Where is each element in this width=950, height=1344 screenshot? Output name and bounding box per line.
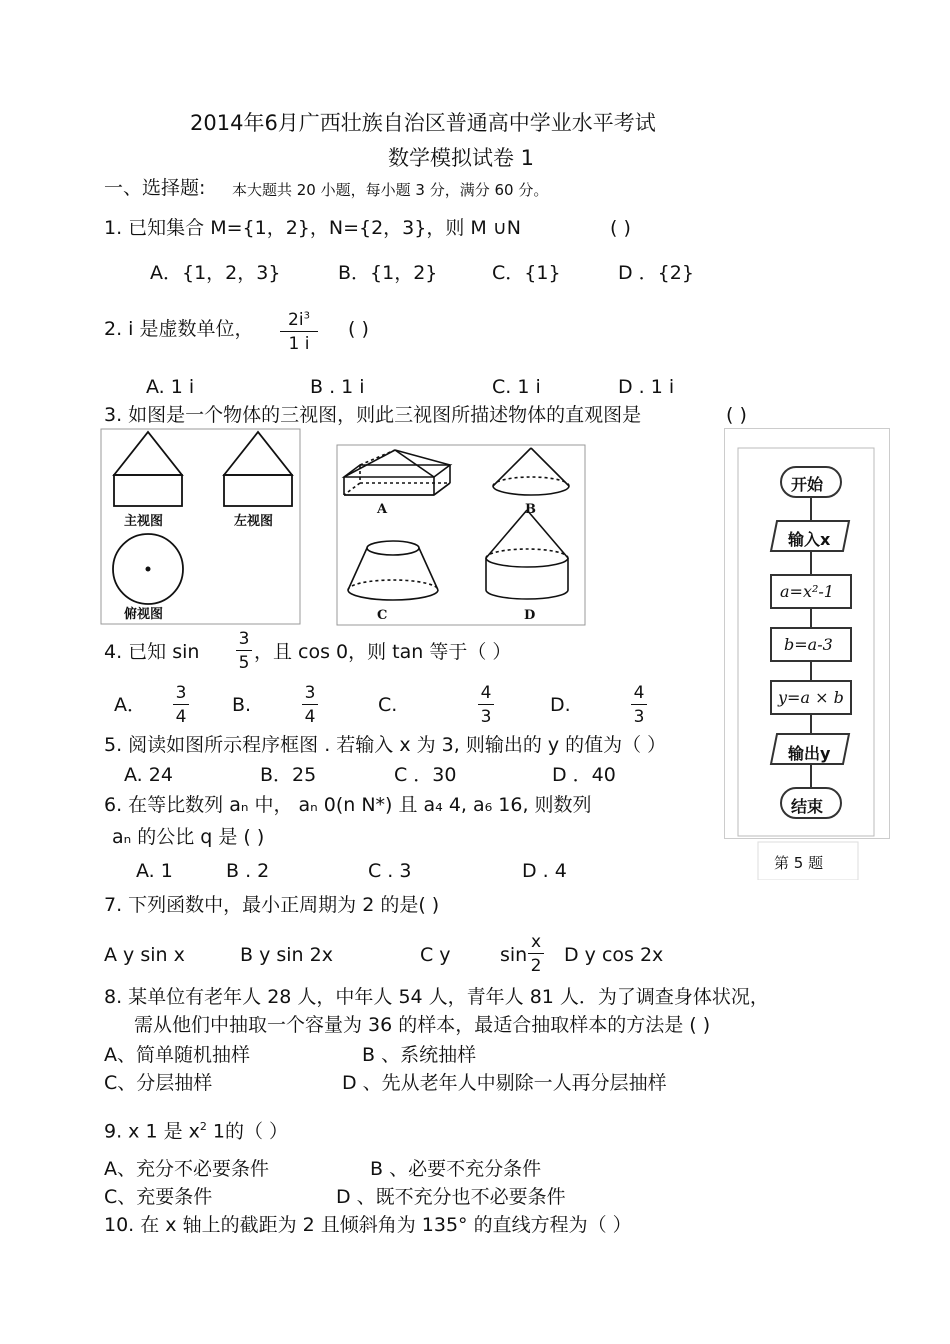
q9-stem xyxy=(104,1116,288,1142)
q7-stem: 7. 下列函数中，最小正周期为 2 的是( ) xyxy=(104,894,440,916)
q8-option-d: D 、先从老年人中剔除一人再分层抽样 xyxy=(342,1072,667,1094)
q4-stem-pre: 4. 已知 sin xyxy=(104,641,200,663)
q1-stem: 1. 已知集合 M={1，2}，N={2，3}，则 M ∪N xyxy=(104,217,521,239)
front-view-label: 主视图 xyxy=(124,514,164,529)
q9-sup: 2 xyxy=(199,1120,207,1133)
side-view-label: 左视图 xyxy=(234,514,274,529)
top-view-label: 俯视图 xyxy=(124,607,164,622)
q6-option-b: B . 2 xyxy=(226,860,270,882)
q4-b-num: 3 xyxy=(304,683,316,703)
q7-option-c-fraction xyxy=(528,933,544,975)
q6-stem2: aₙ 的公比 q 是 ( ) xyxy=(112,826,265,848)
flowchart-caption: 第 5 题 xyxy=(774,854,824,872)
q4-option-d-fraction xyxy=(631,684,647,726)
q8-stem: 8. 某单位有老年人 28 人，中年人 54 人，青年人 81 人．为了调查身体状况， xyxy=(104,986,769,1008)
q5-option-d: D ．40 xyxy=(552,764,616,786)
q9-stem-post: 1的（ ） xyxy=(206,1120,289,1143)
q4-c-den: 3 xyxy=(480,707,492,727)
q4-fraction-bar xyxy=(236,650,252,651)
q9-option-c: C、充要条件 xyxy=(104,1186,213,1208)
q7-option-c-sin: sin xyxy=(500,944,528,966)
q2-option-d: D . 1 i xyxy=(618,376,675,398)
q4-c-bar xyxy=(478,704,494,705)
q4-b-bar xyxy=(302,704,318,705)
q2-option-a: A. 1 i xyxy=(146,376,195,398)
q7-c-num: x xyxy=(530,932,542,952)
q2-paren: ( ) xyxy=(348,318,369,340)
q6-option-a: A. 1 xyxy=(136,860,173,882)
q1-option-a: A．{1，2，3} xyxy=(150,262,281,284)
q5-stem: 5. 阅读如图所示程序框图 . 若输入 x 为 3, 则输出的 y 的值为（ ） xyxy=(104,734,667,756)
q4-option-a: A． xyxy=(114,694,146,716)
solid-a-label: A xyxy=(377,502,388,517)
q8-stem2: 需从他们中抽取一个容量为 36 的样本，最适合抽取样本的方法是 ( ) xyxy=(134,1014,711,1036)
solid-b-label: B xyxy=(525,502,536,517)
q5-option-a: A. 24 xyxy=(124,764,173,786)
q2-fraction-den: 1 i xyxy=(288,333,310,354)
q2-fraction-num: $2i^3$ xyxy=(288,309,310,330)
q2-fraction-sup: 3 xyxy=(303,310,310,321)
q4-option-d: D. xyxy=(550,694,571,716)
q7-option-c: C y xyxy=(420,944,451,966)
q4-option-b-fraction xyxy=(302,684,318,726)
q6-option-c: C . 3 xyxy=(368,860,412,882)
q9-option-b: B 、必要不充分条件 xyxy=(370,1158,542,1180)
q2-stem: 2. i 是虚数单位， xyxy=(104,318,254,340)
q4-a-num: 3 xyxy=(175,683,187,703)
q1-option-c: C．{1} xyxy=(492,262,561,284)
section-label: 一、选择题: xyxy=(104,177,206,199)
flow-end-label: 结束 xyxy=(791,797,824,816)
q2-fraction-bar xyxy=(280,331,318,332)
q4-a-den: 4 xyxy=(175,707,187,727)
q1-option-d: D ．{2} xyxy=(618,262,694,284)
flow-start-label: 开始 xyxy=(791,475,824,494)
q7-c-bar xyxy=(528,953,544,954)
q4-b-den: 4 xyxy=(304,707,316,727)
q5-option-c: C ．30 xyxy=(394,764,457,786)
flow-step2-label: b=a-3 xyxy=(784,635,833,654)
q4-a-bar xyxy=(173,704,189,705)
q2-fraction xyxy=(280,307,318,353)
q3-paren: ( ) xyxy=(726,404,747,426)
q5-option-b: B．25 xyxy=(260,764,317,786)
q9-option-d: D 、既不充分也不必要条件 xyxy=(336,1186,566,1208)
flow-step3-label: y=a × b xyxy=(778,688,844,707)
q9-stem-text: 9. x 1 是 x xyxy=(104,1120,200,1143)
q4-fraction-den: 5 xyxy=(238,653,250,673)
q6-option-d: D . 4 xyxy=(522,860,567,882)
q8-option-a: A、简单随机抽样 xyxy=(104,1044,250,1066)
q4-fraction xyxy=(236,630,252,672)
solid-c-label: C xyxy=(377,608,388,623)
flow-input-label: 输入x xyxy=(788,530,831,549)
q9-option-a: A、充分不必要条件 xyxy=(104,1158,269,1180)
solid-d-label: D xyxy=(524,608,536,623)
q2-option-c: C. 1 i xyxy=(492,376,541,398)
q4-option-c: C. xyxy=(378,694,398,716)
q3-stem: 3. 如图是一个物体的三视图，则此三视图所描述物体的直观图是 xyxy=(104,404,642,426)
q1-option-b: B．{1，2} xyxy=(338,262,438,284)
q2-option-b: B . 1 i xyxy=(310,376,365,398)
page-subtitle: 数学模拟试卷 1 xyxy=(388,146,535,170)
q7-c-den: 2 xyxy=(530,956,542,976)
q6-stem: 6. 在等比数列 aₙ 中， aₙ 0(n N*) 且 a₄ 4, a₆ 16, 则数列 xyxy=(104,794,592,816)
q8-option-b: B 、系统抽样 xyxy=(362,1044,477,1066)
q4-d-den: 3 xyxy=(633,707,645,727)
q10-stem: 10. 在 x 轴上的截距为 2 且倾斜角为 135° 的直线方程为（ ） xyxy=(104,1214,632,1236)
q4-option-a-fraction xyxy=(173,684,189,726)
q1-paren: ( ) xyxy=(610,217,631,239)
page-title: 2014年6月广西壮族自治区普通高中学业水平考试 xyxy=(190,111,656,135)
q7-option-a: A y sin x xyxy=(104,944,185,966)
section-note: 本大题共 20 小题，每小题 3 分，满分 60 分。 xyxy=(232,181,549,199)
q4-option-b: B. xyxy=(232,694,252,716)
q7-option-d: D y cos 2x xyxy=(564,944,664,966)
q4-d-bar xyxy=(631,704,647,705)
q4-option-c-fraction xyxy=(478,684,494,726)
flow-step1-label: a=x²-1 xyxy=(780,582,834,601)
q8-option-c: C、分层抽样 xyxy=(104,1072,213,1094)
q7-option-b: B y sin 2x xyxy=(240,944,333,966)
q4-stem-post: ，且 cos 0，则 tan 等于（ ） xyxy=(254,641,512,663)
q4-d-num: 4 xyxy=(633,683,645,703)
solid-options-figure xyxy=(336,444,586,626)
q4-c-num: 4 xyxy=(480,683,492,703)
flow-output-label: 输出y xyxy=(788,744,831,763)
q4-fraction-num: 3 xyxy=(238,629,250,649)
